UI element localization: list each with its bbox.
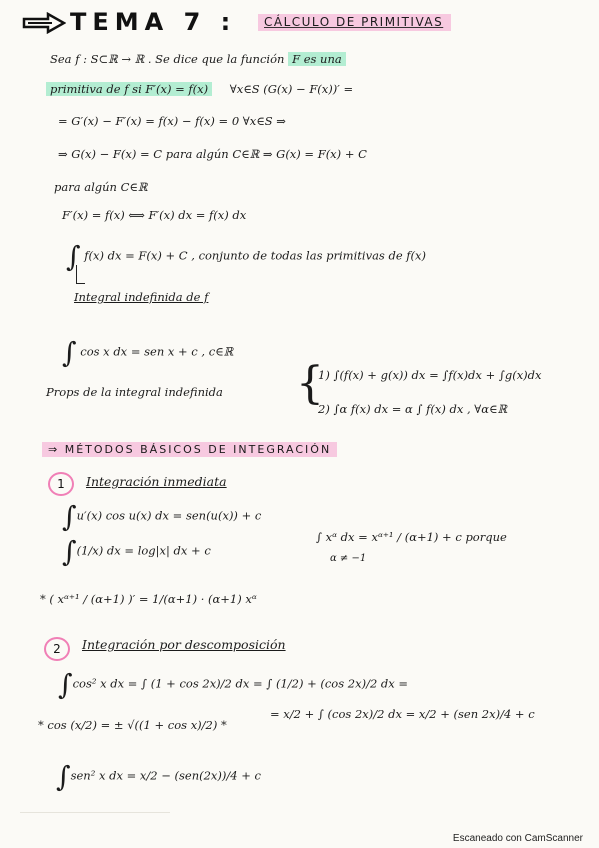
definition-line-2: primitiva de f si F′(x) = f(x) ∀x∈S (G(x) − F(x))′ = [46,82,353,96]
method-2-eq-2-right: = x/2 + ∫ (cos 2x)/2 dx = x/2 + (sen 2x)/4 + c [270,707,535,721]
derivation-line-2: ⇒ G(x) − F(x) = C para algún C∈ℝ ⇒ G(x) = F(x) + C [58,147,367,161]
brace-icon: { [296,358,324,409]
method-1-number: 1 [48,472,74,496]
method-1-eq-4: * ( xᵅ⁺¹ / (α+1) )′ = 1/(α+1) · (α+1) xᵅ [40,592,257,606]
definition-line-1: Sea f : S⊂ℝ → ℝ . Se dice que la función F es una [50,52,346,66]
method-2-title: Integración por descomposición [82,637,286,652]
properties-label: Props de la integral indefinida [46,385,223,399]
method-2-eq-2-left: * cos (x/2) = ± √((1 + cos x)/2) * [38,718,227,732]
section-heading: ⇒ MÉTODOS BÁSICOS DE INTEGRACIÓN [42,443,337,456]
property-2: 2) ∫α f(x) dx = α ∫ f(x) dx , ∀α∈ℝ [318,402,508,416]
indefinite-integral-definition: ∫ f(x) dx = F(x) + C , conjunto de todas las primitivas de f(x) [66,240,427,273]
faded-line [20,812,170,813]
cos-integral-example: ∫ cos x dx = sen x + c , c∈ℝ [62,336,234,369]
method-1-eq-1: ∫u′(x) cos u(x) dx = sen(u(x)) + c [62,500,262,533]
property-1: 1) ∫(f(x) + g(x)) dx = ∫f(x)dx + ∫g(x)dx [318,368,542,382]
method-2-eq-3: ∫sen² x dx = x/2 − (sen(2x))/4 + c [56,760,261,793]
page-title: TEMA 7 : [70,8,237,36]
highlight-primitive: primitiva de f si F′(x) = f(x) [46,82,212,96]
derivation-line-1: = G′(x) − F′(x) = f(x) − f(x) = 0 ∀x∈S ⇒ [58,114,286,128]
method-2-eq-1: ∫cos² x dx = ∫ (1 + cos 2x)/2 dx = ∫ (1/2) + (cos 2x)/2 dx = [58,668,409,701]
arrow-icon [22,12,66,34]
bracket-line [76,265,85,284]
indefinite-integral-label: Integral indefinida de f [74,290,209,304]
derivation-line-3: para algún C∈ℝ [54,180,148,194]
highlight-definition: F es una [288,52,346,66]
method-1-eq-3: ∫ xᵅ dx = xᵅ⁺¹ / (α+1) + c porque [316,530,507,544]
integral-sign-icon: ∫ [66,240,81,273]
integral-sign-icon: ∫ [62,336,77,369]
page-subtitle: CÁLCULO DE PRIMITIVAS [258,14,451,31]
method-1-eq-3-condition: α ≠ −1 [330,553,367,564]
method-1-eq-2: ∫(1/x) dx = log|x| dx + c [62,535,211,568]
method-1-title: Integración inmediata [86,474,227,489]
scanner-watermark: Escaneado con CamScanner [452,833,583,844]
method-2-number: 2 [44,637,70,661]
differential-line: F′(x) = f(x) ⟺ F′(x) dx = f(x) dx [62,208,247,222]
